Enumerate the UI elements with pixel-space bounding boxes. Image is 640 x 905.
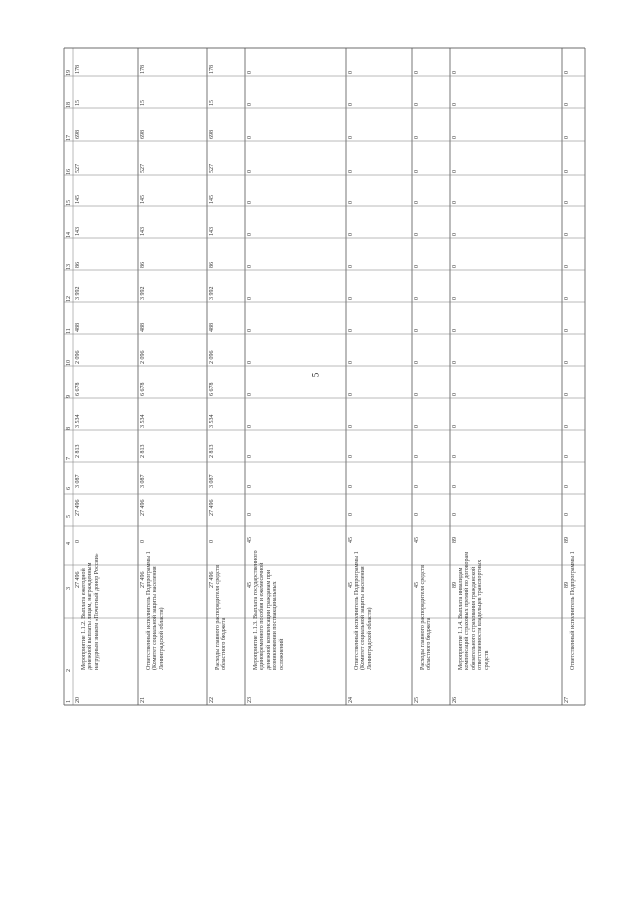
table-cell: 6 678 [140, 382, 146, 396]
table-cell: 0 [564, 361, 570, 364]
table-cell: 45 [247, 537, 253, 543]
row-number: 24 [348, 697, 354, 703]
table-cell: 6 678 [209, 382, 215, 396]
table-cell: 488 [209, 323, 215, 332]
table-cell: 0 [452, 71, 458, 74]
table-cell: 0 [348, 455, 354, 458]
table-cell: 0 [414, 329, 420, 332]
row-description: Расходы главного распорядителя средств областного бюджета [215, 565, 228, 670]
row-number: 23 [247, 697, 253, 703]
table-cell: 0 [348, 136, 354, 139]
table-cell: 3 087 [209, 474, 215, 488]
table-cell: 15 [140, 100, 146, 106]
table-cell: 0 [414, 71, 420, 74]
table-cell: 89 [564, 582, 570, 588]
table-cell: 2 813 [75, 444, 81, 458]
table-cell: 2 096 [140, 350, 146, 364]
header-cell: 11 [66, 328, 72, 334]
table-cell: 0 [348, 201, 354, 204]
table-cell: 0 [564, 425, 570, 428]
table-cell: 0 [564, 71, 570, 74]
row-number: 26 [452, 697, 458, 703]
table-cell: 0 [564, 297, 570, 300]
table-cell: 698 [75, 130, 81, 139]
header-cell: 3 [66, 587, 72, 590]
table-cell: 0 [452, 201, 458, 204]
table-cell: 0 [348, 513, 354, 516]
table-cell: 0 [564, 201, 570, 204]
table-cell: 6 678 [75, 382, 81, 396]
table-cell: 0 [348, 71, 354, 74]
table-cell: 86 [75, 262, 81, 268]
table-cell: 0 [247, 425, 253, 428]
table-cell: 0 [247, 329, 253, 332]
header-cell: 12 [66, 296, 72, 302]
table-cell: 0 [209, 540, 215, 543]
header-cell: 15 [66, 200, 72, 206]
table-cell: 0 [452, 425, 458, 428]
table-cell: 45 [414, 582, 420, 588]
table-cell: 27 496 [75, 499, 81, 516]
table-cell: 0 [452, 233, 458, 236]
table-cell: 45 [348, 537, 354, 543]
table-cell: 2 096 [209, 350, 215, 364]
row-number: 22 [209, 697, 215, 703]
header-cell: 6 [66, 487, 72, 490]
table-cell: 0 [452, 485, 458, 488]
header-cell: 14 [66, 232, 72, 238]
table-cell: 0 [247, 455, 253, 458]
table-cell: 0 [247, 233, 253, 236]
table-cell: 3 534 [140, 414, 146, 428]
table-cell: 0 [247, 297, 253, 300]
row-description: Ответственный исполнитель Подпрограммы 1 (Комитет социальной защиты населения Ленинградской области) [354, 551, 373, 670]
table-cell: 89 [452, 537, 458, 543]
table-cell: 3 992 [209, 286, 215, 300]
row-number: 21 [140, 697, 146, 703]
table-cell: 0 [348, 103, 354, 106]
table-cell: 0 [414, 103, 420, 106]
header-cell: 9 [66, 395, 72, 398]
table-cell: 145 [75, 195, 81, 204]
table-cell: 0 [564, 393, 570, 396]
table-cell: 0 [452, 103, 458, 106]
table-cell: 0 [247, 71, 253, 74]
table-cell: 0 [348, 485, 354, 488]
table-cell: 0 [247, 201, 253, 204]
header-cell: 10 [66, 360, 72, 366]
table-cell: 0 [414, 265, 420, 268]
table-cell: 0 [564, 103, 570, 106]
table-cell: 3 087 [140, 474, 146, 488]
table-cell: 0 [564, 265, 570, 268]
table-cell: 698 [209, 130, 215, 139]
table-cell: 0 [348, 425, 354, 428]
table-cell: 143 [209, 227, 215, 236]
table-cell: 3 992 [75, 286, 81, 300]
row-description: Ответственный исполнитель Подпрограммы 1 [570, 551, 576, 670]
table-cell: 0 [247, 393, 253, 396]
row-description: Мероприятие 1.1.2. Выплата ежегодной денежной выплаты лицам, награжденным нагрудным знаком «Почетный донор России» [81, 553, 100, 670]
table-cell: 3 534 [75, 414, 81, 428]
header-cell: 2 [66, 669, 72, 672]
table-cell: 178 [140, 65, 146, 74]
table-cell: 0 [247, 170, 253, 173]
header-cell: 13 [66, 264, 72, 270]
table-cell: 0 [348, 393, 354, 396]
table-cell: 86 [209, 262, 215, 268]
table-cell: 178 [209, 65, 215, 74]
table-cell: 0 [452, 297, 458, 300]
table-cell: 527 [140, 164, 146, 173]
table-cell: 2 813 [140, 444, 146, 458]
table-cell: 15 [209, 100, 215, 106]
table-cell: 0 [452, 455, 458, 458]
table-cell: 45 [414, 537, 420, 543]
table-cell: 0 [247, 265, 253, 268]
table-cell: 527 [209, 164, 215, 173]
table-cell: 0 [452, 329, 458, 332]
table-cell: 0 [247, 485, 253, 488]
table-cell: 27 496 [209, 571, 215, 588]
page-number: 5 [310, 372, 321, 378]
table-cell: 0 [414, 485, 420, 488]
row-number: 25 [414, 697, 420, 703]
table-cell: 0 [348, 361, 354, 364]
row-number: 27 [564, 697, 570, 703]
header-cell: 7 [66, 457, 72, 460]
table-cell: 3 534 [209, 414, 215, 428]
table-cell: 0 [564, 233, 570, 236]
table-cell: 15 [75, 100, 81, 106]
table-cell: 0 [348, 170, 354, 173]
table-cell: 145 [209, 195, 215, 204]
table-cell: 488 [140, 323, 146, 332]
table-cell: 0 [452, 170, 458, 173]
header-cell: 19 [66, 70, 72, 76]
row-description: Ответственный исполнитель Подпрограммы 1 (Комитет социальной защиты населения Ленинградской области) [146, 551, 165, 670]
table-cell: 698 [140, 130, 146, 139]
table-cell: 0 [414, 201, 420, 204]
header-cell: 17 [66, 135, 72, 141]
table-cell: 27 496 [140, 499, 146, 516]
table-cell: 0 [414, 425, 420, 428]
table-cell: 27 496 [140, 571, 146, 588]
table-cell: 2 096 [75, 350, 81, 364]
table-cell: 0 [452, 136, 458, 139]
header-cell: 8 [66, 427, 72, 430]
table-cell: 45 [247, 582, 253, 588]
table-cell: 0 [348, 329, 354, 332]
table-cell: 27 496 [209, 499, 215, 516]
table-cell: 0 [247, 361, 253, 364]
header-cell: 18 [66, 102, 72, 108]
table-cell: 0 [564, 136, 570, 139]
table-cell: 0 [414, 513, 420, 516]
table-cell: 27 496 [75, 571, 81, 588]
header-cell: 16 [66, 169, 72, 175]
row-description: Мероприятие 1.1.3. Выплата государственного единовременного пособия и ежемесячной денежной компенсации гражданам при возникновении поствакцинальных осложнений [253, 550, 285, 670]
table-cell: 0 [564, 170, 570, 173]
table-cell: 0 [247, 103, 253, 106]
table-cell: 3 087 [75, 474, 81, 488]
table-cell: 143 [75, 227, 81, 236]
table-cell: 0 [414, 297, 420, 300]
table-cell: 89 [452, 582, 458, 588]
header-cell: 5 [66, 515, 72, 518]
row-number: 20 [75, 697, 81, 703]
table-cell: 0 [452, 393, 458, 396]
header-cell: 1 [66, 700, 72, 703]
row-description: Мероприятие 1.1.4. Выплата инвалидам компенсаций страховых премий по договорам обязательного страхования гражданской ответственности владельцев транспортных средств [458, 552, 490, 670]
table-cell: 178 [75, 65, 81, 74]
table-cell: 488 [75, 323, 81, 332]
row-description: Расходы главного распорядителя средств областного бюджета [420, 565, 433, 670]
table-cell: 0 [414, 136, 420, 139]
table-cell: 0 [75, 540, 81, 543]
table-cell: 145 [140, 195, 146, 204]
table-cell: 0 [348, 233, 354, 236]
table-cell: 0 [414, 170, 420, 173]
table-cell: 0 [564, 455, 570, 458]
table-cell: 0 [414, 361, 420, 364]
table-cell: 0 [414, 233, 420, 236]
table-cell: 0 [247, 513, 253, 516]
table-cell: 0 [564, 485, 570, 488]
table-cell: 2 813 [209, 444, 215, 458]
table-cell: 0 [452, 513, 458, 516]
table-cell: 0 [564, 513, 570, 516]
table-cell: 3 992 [140, 286, 146, 300]
table-cell: 89 [564, 537, 570, 543]
table-cell: 0 [247, 136, 253, 139]
table-cell: 0 [348, 297, 354, 300]
table-cell: 0 [452, 265, 458, 268]
table-cell: 527 [75, 164, 81, 173]
table-cell: 86 [140, 262, 146, 268]
table-cell: 0 [452, 361, 458, 364]
table-cell: 0 [414, 393, 420, 396]
table-cell: 45 [348, 582, 354, 588]
header-cell: 4 [66, 542, 72, 545]
table-cell: 0 [564, 329, 570, 332]
table-cell: 0 [414, 455, 420, 458]
table-cell: 143 [140, 227, 146, 236]
table-cell: 0 [348, 265, 354, 268]
table-cell: 0 [140, 540, 146, 543]
